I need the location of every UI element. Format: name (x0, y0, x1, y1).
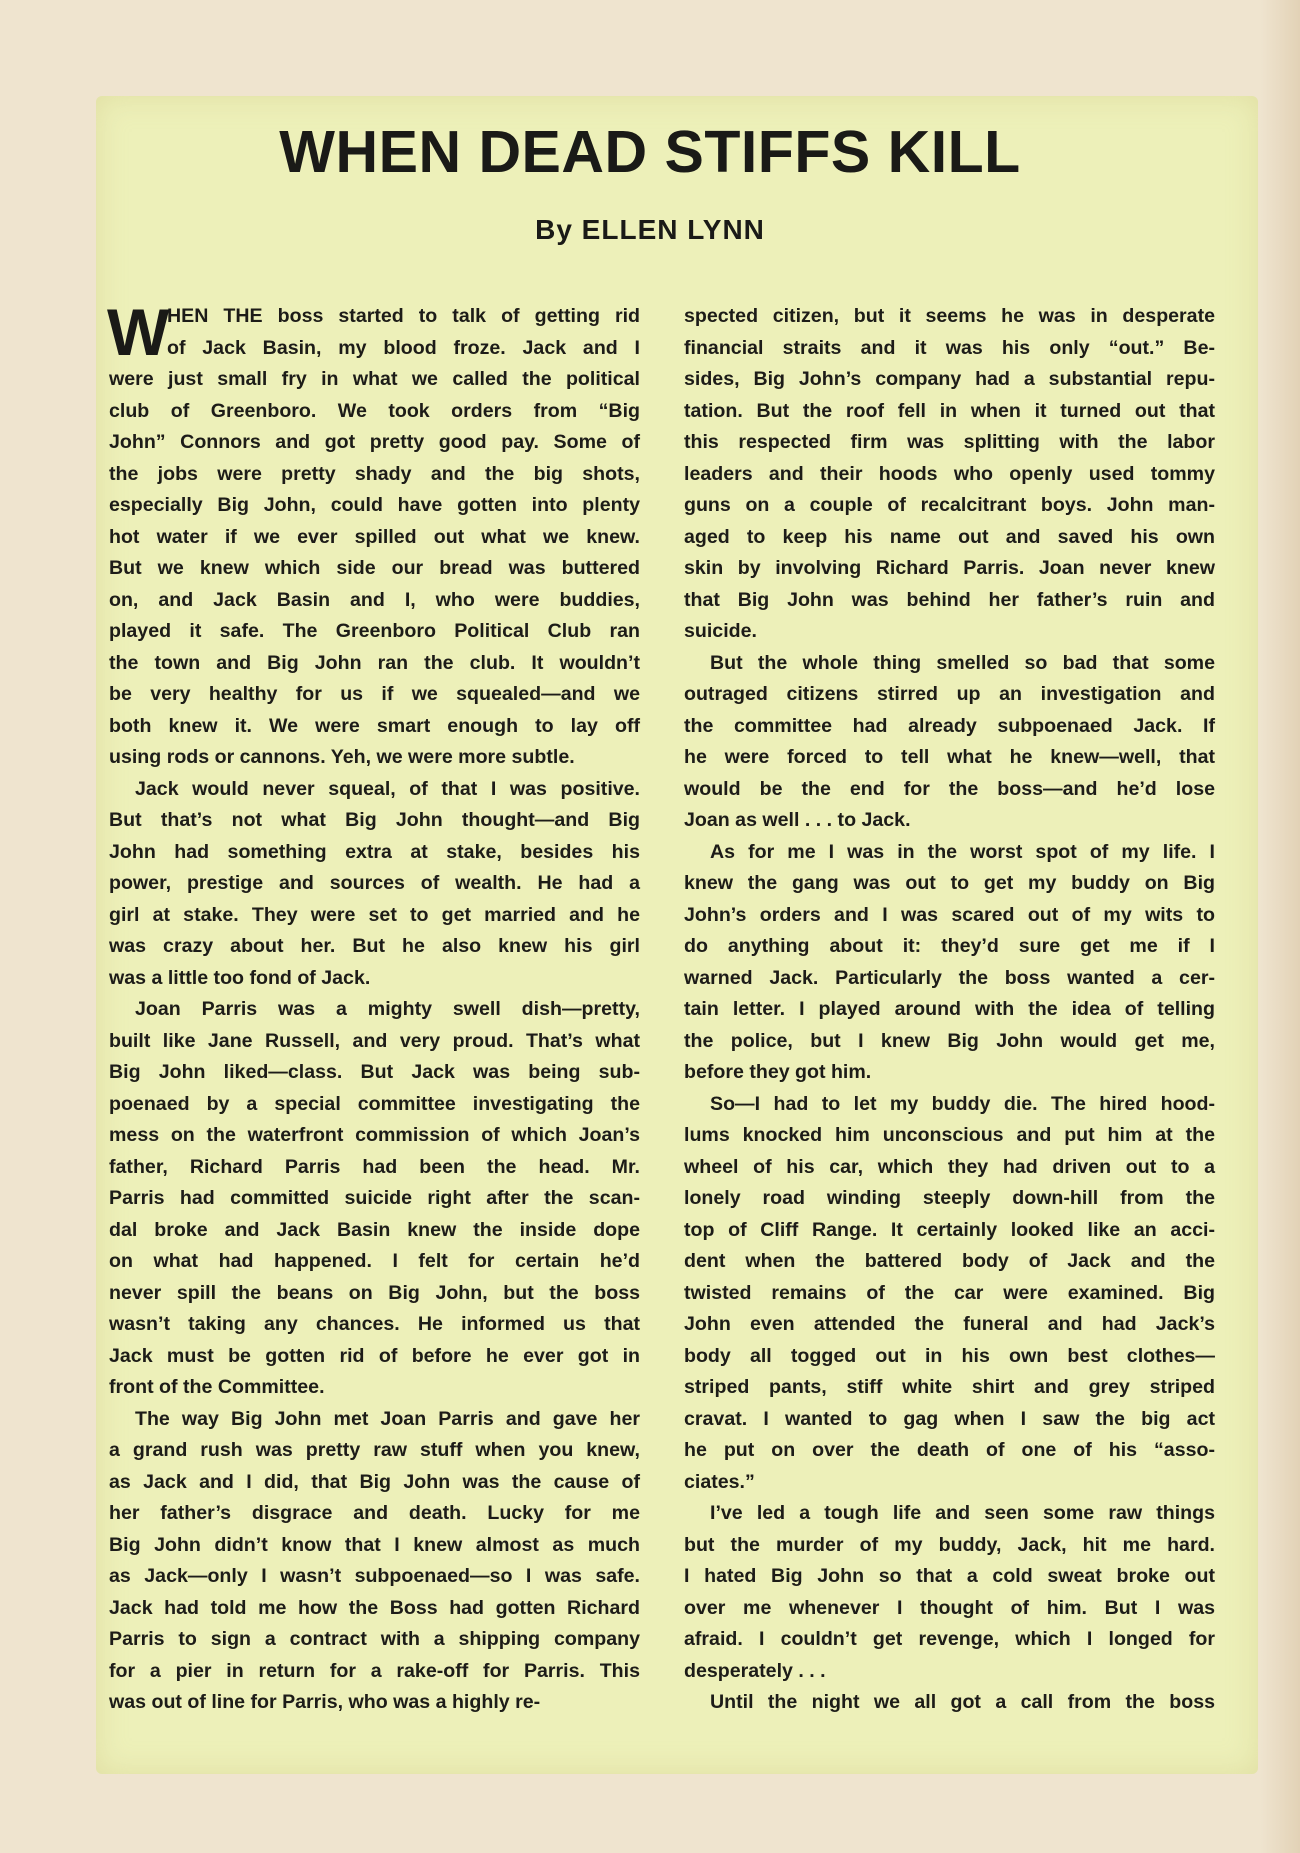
text-line: leaders and their hoods who openly used tommy (684, 462, 1215, 485)
text-line: tation. But the roof fell in when it turned out that (684, 399, 1215, 422)
text-line: wheel of his car, which they had driven out to a (684, 1155, 1215, 1178)
text-line: he were forced to tell what he knew—well, that (684, 746, 1215, 768)
text-line: of Jack Basin, my blood froze. Jack and I (167, 336, 640, 359)
paragraph (684, 301, 1215, 648)
text-line: HEN THE boss started to talk of getting rid (167, 305, 640, 327)
article-title: WHEN DEAD STIFFS KILL (279, 119, 1021, 185)
text-line: dent when the battered body of Jack and the (684, 1250, 1215, 1272)
text-line: her father’s disgrace and death. Lucky for me (109, 1502, 640, 1524)
text-line: striped pants, stiff white shirt and grey striped (684, 1376, 1215, 1398)
text-line: But that’s not what Big John thought—and Big (109, 809, 640, 831)
text-line: as Jack—only I wasn’t subpoenaed—so I was safe. (109, 1565, 640, 1587)
text-line: Until the night we all got a call from the boss (710, 1691, 1215, 1713)
text-line: John even attended the funeral and had Jack’s (684, 1313, 1215, 1335)
text-line: But the whole thing smelled so bad that some (710, 651, 1215, 674)
text-line: was a little too fond of Jack. (109, 966, 371, 989)
text-line: club of Greenboro. We took orders from “Big (109, 399, 640, 422)
text-line: But we knew which side our bread was buttered (109, 557, 640, 579)
text-line: Jack had told me how the Boss had gotten Richard (109, 1596, 640, 1619)
text-line: especially Big John, could have gotten into plenty (109, 494, 640, 516)
text-line: Joan Parris was a mighty swell dish—pretty, (135, 998, 640, 1020)
drop-cap: W (107, 295, 170, 369)
text-line: the committee had already subpoenaed Jack. If (684, 714, 1215, 737)
text-line: before they got him. (684, 1061, 872, 1083)
text-line: the jobs were pretty shady and the big shots, (109, 462, 640, 485)
text-line: for a pier in return for a rake-off for Parris. This (109, 1659, 640, 1682)
paragraph (107, 295, 640, 774)
text-line: I hated Big John so that a cold sweat broke out (684, 1565, 1215, 1587)
text-line: I’ve led a tough life and seen some raw things (710, 1502, 1215, 1524)
text-line: twisted remains of the car were examined. Big (684, 1281, 1215, 1304)
text-line: was crazy about her. But he also knew his girl (109, 935, 640, 957)
text-line: built like Jane Russell, and very proud. That’s what (109, 1029, 640, 1052)
text-line: but the murder of my buddy, Jack, hit me hard. (684, 1533, 1215, 1556)
paragraph (684, 1687, 1215, 1719)
text-line: front of the Committee. (109, 1376, 325, 1398)
paragraph (109, 774, 640, 995)
text-line: lums knocked him unconscious and put him at the (684, 1124, 1215, 1146)
text-line: cravat. I wanted to gag when I saw the big act (684, 1407, 1215, 1430)
text-line: The way Big John met Joan Parris and gave her (135, 1407, 640, 1430)
text-line: spected citizen, but it seems he was in desperate (684, 305, 1215, 327)
text-line: financial straits and it was his only “out.” Be- (684, 336, 1215, 359)
text-line: the police, but I knew Big John would get me, (684, 1029, 1215, 1052)
text-line: knew the gang was out to get my buddy on Big (684, 872, 1215, 894)
paragraph (684, 1089, 1215, 1499)
text-line: a grand rush was pretty raw stuff when you knew, (109, 1439, 640, 1461)
text-line: girl at stake. They were set to get married and he (109, 903, 640, 926)
text-line: Big John didn’t know that I knew almost as much (109, 1533, 640, 1556)
paragraph (109, 1404, 640, 1719)
text-line: Parris to sign a contract with a shipping company (109, 1628, 640, 1650)
text-line: Parris had committed suicide right after the scan- (109, 1187, 640, 1209)
text-line: warned Jack. Particularly the boss wanted a cer- (684, 966, 1215, 989)
text-line: Jack must be gotten rid of before he ever got in (109, 1344, 640, 1367)
text-line: tain letter. I played around with the idea of telling (684, 998, 1215, 1020)
text-line: were just small fry in what we called the political (109, 368, 640, 390)
paragraph (684, 1498, 1215, 1687)
text-line: be very healthy for us if we squealed—and we (109, 683, 640, 705)
text-column-left (107, 295, 640, 1719)
text-line: So—I had to let my buddy die. The hired hood- (710, 1092, 1215, 1115)
text-line: As for me I was in the worst spot of my life. I (710, 840, 1215, 863)
text-line: desperately . . . (684, 1659, 826, 1682)
text-line: both knew it. We were smart enough to lay off (109, 714, 640, 737)
text-line: father, Richard Parris had been the head. Mr. (109, 1155, 640, 1178)
text-line: this respected firm was splitting with the labor (684, 431, 1215, 453)
text-line: top of Cliff Range. It certainly looked like an acci- (684, 1218, 1215, 1241)
text-line: outraged citizens stirred up an investigation and (684, 683, 1215, 705)
text-line: on what had happened. I felt for certain he’d (109, 1250, 640, 1272)
text-line: suicide. (684, 620, 757, 642)
text-line: John had something extra at stake, besides his (109, 840, 640, 863)
text-line: mess on the waterfront commission of which Joan’s (109, 1124, 640, 1146)
text-line: Joan as well . . . to Jack. (684, 809, 911, 831)
text-line: using rods or cannons. Yeh, we were more subtle. (109, 746, 575, 768)
text-line: body all togged out in his own best clothes— (684, 1344, 1215, 1367)
text-line: aged to keep his name out and saved his own (684, 525, 1215, 548)
text-line: John’s orders and I was scared out of my wits to (684, 903, 1215, 926)
text-line: Big John liked—class. But Jack was being sub- (109, 1061, 640, 1083)
text-line: would be the end for the boss—and he’d lose (684, 777, 1215, 800)
text-line: the town and Big John ran the club. It wouldn’t (109, 651, 640, 674)
text-line: never spill the beans on Big John, but the boss (109, 1281, 640, 1304)
text-line: that Big John was behind her father’s ruin and (684, 588, 1215, 611)
text-line: on, and Jack Basin and I, who were buddies, (109, 588, 640, 611)
text-line: Jack would never squeal, of that I was positive. (135, 777, 640, 800)
text-line: hot water if we ever spilled out what we knew. (109, 525, 640, 548)
text-line: guns on a couple of recalcitrant boys. John man- (684, 494, 1215, 516)
text-line: ciates.” (684, 1470, 755, 1493)
text-line: skin by involving Richard Parris. Joan never knew (684, 557, 1215, 579)
text-line: as Jack and I did, that Big John was the cause of (109, 1470, 640, 1493)
text-line: was out of line for Parris, who was a highly re- (109, 1691, 541, 1713)
page-edge (1260, 0, 1300, 1853)
paragraph (684, 837, 1215, 1089)
text-line: played it safe. The Greenboro Political Club ran (109, 620, 640, 642)
text-line: over me whenever I thought of him. But I was (684, 1596, 1215, 1619)
text-column-right (684, 301, 1215, 1719)
text-line: lonely road winding steeply down-hill from the (684, 1187, 1215, 1209)
text-line: do anything about it: they’d sure get me if I (684, 935, 1215, 957)
text-line: afraid. I couldn’t get revenge, which I longed for (684, 1628, 1215, 1650)
text-line: power, prestige and sources of wealth. He had a (109, 872, 640, 894)
paragraph (109, 994, 640, 1404)
text-line: dal broke and Jack Basin knew the inside dope (109, 1218, 640, 1241)
text-line: he put on over the death of one of his “asso- (684, 1439, 1215, 1461)
article-byline: By ELLEN LYNN (535, 214, 765, 245)
paragraph (684, 648, 1215, 837)
text-line: sides, Big John’s company had a substantial repu- (684, 368, 1215, 390)
text-line: wasn’t taking any chances. He informed us that (109, 1313, 640, 1335)
text-line: poenaed by a special committee investigating the (109, 1092, 640, 1115)
text-line: John” Connors and got pretty good pay. Some of (109, 431, 640, 453)
